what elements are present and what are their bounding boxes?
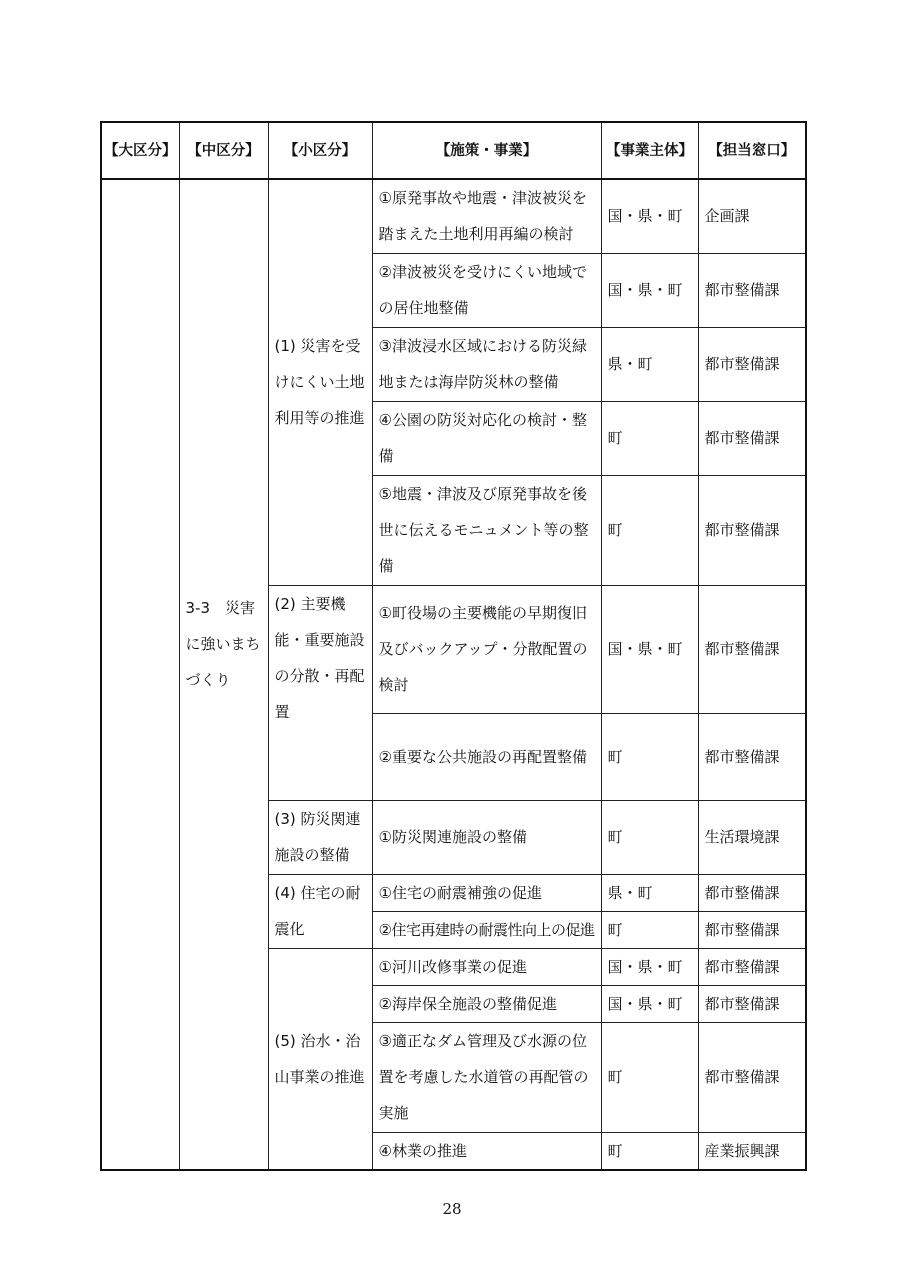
office-cell: 都市整備課 <box>698 874 806 911</box>
entity-cell: 町 <box>601 475 698 585</box>
small-category-label: (5) 治水・治山事業の推進 <box>268 948 372 1170</box>
measure-cell: ①原発事故や地震・津波被災を踏まえた土地利用再編の検討 <box>372 179 601 253</box>
measure-cell: ②重要な公共施設の再配置整備 <box>372 714 601 800</box>
header-row <box>101 122 806 179</box>
middle-category-cell: 3-3 災害に強いまちづくり <box>179 179 268 1170</box>
header-measure: 【施策・事業】 <box>372 122 601 179</box>
office-cell: 都市整備課 <box>698 911 806 948</box>
entity-cell: 町 <box>601 1132 698 1170</box>
entity-cell: 国・県・町 <box>601 253 698 327</box>
entity-cell: 国・県・町 <box>601 179 698 253</box>
measure-cell: ①防災関連施設の整備 <box>372 800 601 874</box>
small-category-label: (4) 住宅の耐震化 <box>268 874 372 948</box>
entity-cell: 国・県・町 <box>601 585 698 714</box>
office-cell: 都市整備課 <box>698 475 806 585</box>
small-category-label: (1) 災害を受けにくい土地利用等の推進 <box>268 179 372 585</box>
measure-cell: ③適正なダム管理及び水源の位置を考慮した水道管の再配管の実施 <box>372 1022 601 1132</box>
measure-cell: ④公園の防災対応化の検討・整備 <box>372 401 601 475</box>
page-number: 28 <box>442 1200 462 1218</box>
measure-cell: ①町役場の主要機能の早期復旧及びバックアップ・分散配置の検討 <box>372 585 601 714</box>
measures-table <box>100 121 807 1171</box>
measure-cell: ⑤地震・津波及び原発事故を後世に伝えるモニュメント等の整備 <box>372 475 601 585</box>
measure-cell: ①河川改修事業の促進 <box>372 948 601 985</box>
header-middle-category: 【中区分】 <box>179 122 268 179</box>
measure-cell: ②海岸保全施設の整備促進 <box>372 985 601 1022</box>
header-office: 【担当窓口】 <box>698 122 806 179</box>
measure-cell: ②津波被災を受けにくい地域での居住地整備 <box>372 253 601 327</box>
header-small-category: 【小区分】 <box>268 122 372 179</box>
measure-cell: ④林業の推進 <box>372 1132 601 1170</box>
office-cell: 都市整備課 <box>698 253 806 327</box>
small-category-label: (2) 主要機能・重要施設の分散・再配置 <box>268 585 372 800</box>
entity-cell: 県・町 <box>601 874 698 911</box>
office-cell: 都市整備課 <box>698 714 806 800</box>
small-category-label: (3) 防災関連施設の整備 <box>268 800 372 874</box>
header-entity: 【事業主体】 <box>601 122 698 179</box>
header-large-category: 【大区分】 <box>101 122 179 179</box>
entity-cell: 町 <box>601 714 698 800</box>
office-cell: 都市整備課 <box>698 585 806 714</box>
office-cell: 都市整備課 <box>698 948 806 985</box>
large-category-cell <box>101 179 179 1170</box>
measure-cell: ①住宅の耐震補強の促進 <box>372 874 601 911</box>
table-row <box>101 179 806 253</box>
entity-cell: 町 <box>601 1022 698 1132</box>
office-cell: 都市整備課 <box>698 1022 806 1132</box>
office-cell: 生活環境課 <box>698 800 806 874</box>
office-cell: 企画課 <box>698 179 806 253</box>
measure-cell: ③津波浸水区域における防災緑地または海岸防災林の整備 <box>372 327 601 401</box>
entity-cell: 町 <box>601 401 698 475</box>
office-cell: 都市整備課 <box>698 327 806 401</box>
entity-cell: 国・県・町 <box>601 985 698 1022</box>
office-cell: 産業振興課 <box>698 1132 806 1170</box>
entity-cell: 国・県・町 <box>601 948 698 985</box>
office-cell: 都市整備課 <box>698 401 806 475</box>
entity-cell: 町 <box>601 800 698 874</box>
measure-cell: ②住宅再建時の耐震性向上の促進 <box>372 911 601 948</box>
office-cell: 都市整備課 <box>698 985 806 1022</box>
entity-cell: 町 <box>601 911 698 948</box>
entity-cell: 県・町 <box>601 327 698 401</box>
